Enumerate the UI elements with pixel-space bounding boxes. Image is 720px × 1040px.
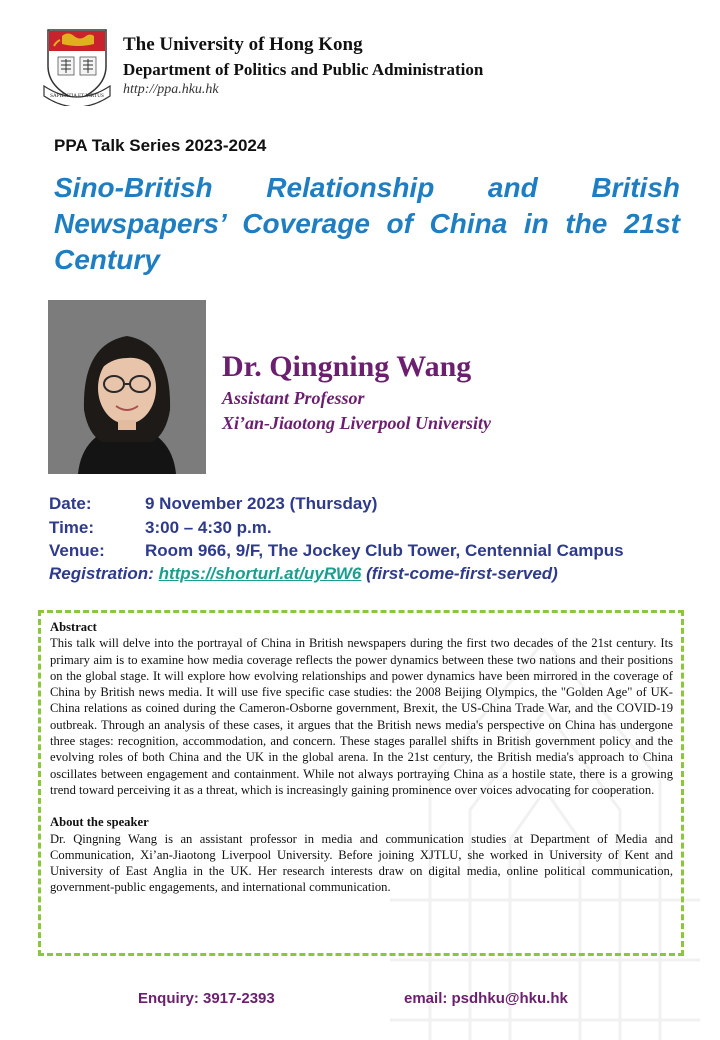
time-row [49,518,272,538]
venue-label: Venue: [49,541,105,560]
venue-value: Room 966, 9/F, The Jockey Club Tower, Centennial Campus [145,541,624,560]
registration-link[interactable]: https://shorturl.at/uyRW6 [158,564,362,583]
email-contact[interactable]: email: psdhku@hku.hk [404,990,568,1007]
date-value: 9 November 2023 (Thursday) [145,494,378,513]
date-row [49,494,377,514]
speaker-institution: Xi’an-Jiaotong Liverpool University [222,413,491,433]
talk-series-label: PPA Talk Series 2023-2024 [54,136,267,155]
talk-title: Sino-British Relationship and British Newspapers’ Coverage of China in the 21st Century [54,172,680,275]
time-label: Time: [49,518,95,537]
abstract-box [38,610,684,956]
crest-motto: SAPIENTIA ET VIRTUS [50,93,104,99]
department-url[interactable]: http://ppa.hku.hk [123,82,219,97]
abstract-heading: Abstract [50,620,97,634]
date-label: Date: [49,494,92,513]
about-speaker-body: Dr. Qingning Wang is an assistant professor in media and communication studies at Department of Media and Communication, Xi’an-Jiaotong Liverpool University. Before joining XJTLU, she worked in University of Kent and University of East Anglia in the UK. Her research interests draw on digital media, online political communication, government-public engagements, and international communication. [50,831,673,895]
registration-label: Registration: [49,564,154,583]
venue-row [49,541,624,561]
speaker-photo [48,300,206,474]
speaker-name: Dr. Qingning Wang [222,350,472,383]
abstract-body: This talk will delve into the portrayal of China in British newspapers during the first two decades of the 21st century. Its primary aim is to examine how media coverage reflects the power dynamics between these two nations and their positions on the global stage. It will explore how evolving relationships and power dynamics have been mirrored in the coverage of China by British news media. It will use five specific case studies: the 2008 Beijing Olympics, the "Golden Age" of UK-China relations as coined during the Cameron-Osborne government, Brexit, the US-China Trade War, and the COVID-19 outbreak. Through an analysis of these cases, it argues that the British news media's perspective on China has undergone three stages: recognition, accommodation, and concern. These stages parallel shifts in British government policy and the evolving roles of both China and the UK in the global arena. In the 21st century, the British media's approach to China oscillates between engagement and containment. While not always portraying China as a hostile state, there is a growing trend toward perceiving it as a threat, which is increasingly gaining prominence over voices advocating for cooperation. [50,636,673,797]
about-speaker-heading: About the speaker [50,815,149,830]
registration-note: (first-come-first-served) [366,564,558,583]
department-name: Department of Politics and Public Administration [123,60,484,79]
time-value: 3:00 – 4:30 p.m. [145,518,272,537]
registration-row [49,564,558,584]
university-name: The University of Hong Kong [123,34,363,55]
speaker-role: Assistant Professor [222,388,365,408]
enquiry-contact: Enquiry: 3917-2393 [138,990,275,1007]
hku-crest-logo [42,26,112,106]
